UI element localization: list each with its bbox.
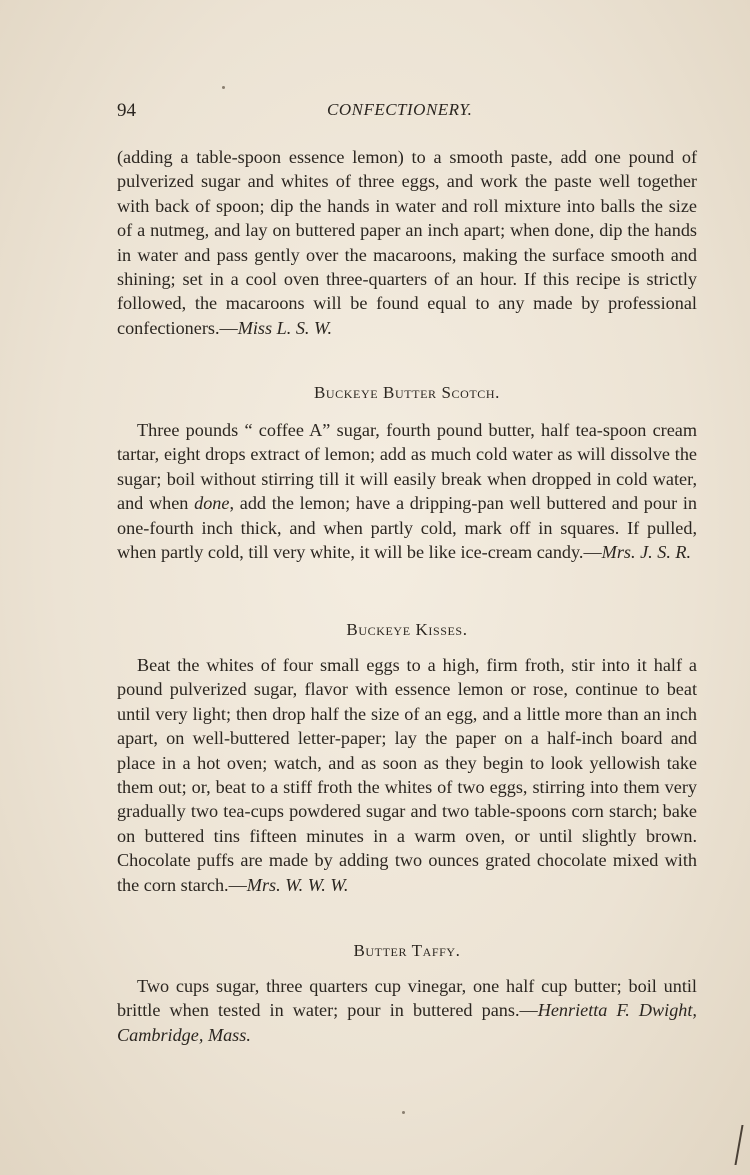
paper-speck [222,86,225,89]
recipe-attribution: Mrs. J. S. R. [601,542,692,563]
taffy-recipe [117,974,697,1047]
page-header [117,100,697,126]
recipe-heading-kisses: Buckeye Kisses. [346,620,468,639]
italic-word: done [194,493,230,514]
page-number: 94 [117,100,136,121]
paragraph-text-continued: , add the lemon; have a dripping-pan well buttered and pour in one-fourth inch thick, and when partly cold, mark off in squares. If pulled, when partly cold, till very white, it will be like ice-cream candy.— [117,493,697,563]
recipe-attribution: Mrs. W. W. W. [246,874,349,895]
paragraph-text: (adding a table-spoon essence lemon) to a smooth paste, add one pound of pulverized sugar and whites of three eggs, and work the paste well together with back of spoon; dip the hands in water and roll mixture into balls the size of a nutmeg, and lay on buttered paper an inch apart; when done, dip the hands in water and pass gently over the macaroons, making the surface smooth and shining; set in a cool oven three-quarters of an hour. If this recipe is strictly followed, the macaroons will be found equal to any made by professional confectioners.— [117,147,697,338]
paragraph-text: Two cups sugar, three quarters cup vinegar, one half cup butter; boil until brittle when tested in water; pour in buttered pans.— [117,976,697,1021]
butter-scotch-recipe [117,418,697,564]
paper-speck [402,1111,405,1114]
paragraph-text: Three pounds “ coffee A” sugar, fourth pound butter, half tea-spoon cream tartar, eight drops extract of lemon; add as much cold water as will dissolve the sugar; boil without stirring till it will easily break when dropped in cold water, and when [117,420,697,514]
recipe-attribution: Henrietta F. Dwight, Cambridge, Mass. [117,1000,697,1045]
page-edge-mark [734,1125,750,1165]
recipe-attribution: Miss L. S. W. [237,317,333,338]
recipe-heading-butter-scotch: Buckeye Butter Scotch. [313,383,501,402]
macaroon-recipe-continuation [117,145,697,340]
recipe-heading-taffy: Butter Taffy. [353,941,461,960]
running-head: CONFECTIONERY. [327,100,473,119]
kisses-recipe [117,653,697,897]
paragraph-text: Beat the whites of four small eggs to a high, firm froth, stir into it half a pound pulverized sugar, flavor with essence lemon or rose, continue to beat until very light; then drop half the size of an egg, and a little more than an inch apart, on well-buttered letter-paper; lay the paper on a half-inch board and place in a hot oven; watch, and as soon as they begin to look yellowish take them out; or, beat to a stiff froth the whites of two eggs, stirring into them very gradually two tea-cups powdered sugar and two table-spoons corn starch; bake on buttered tins fifteen minutes in a warm oven, or until slightly brown. Chocolate puffs are made by adding two ounces grated chocolate mixed with the corn starch.— [117,655,697,895]
